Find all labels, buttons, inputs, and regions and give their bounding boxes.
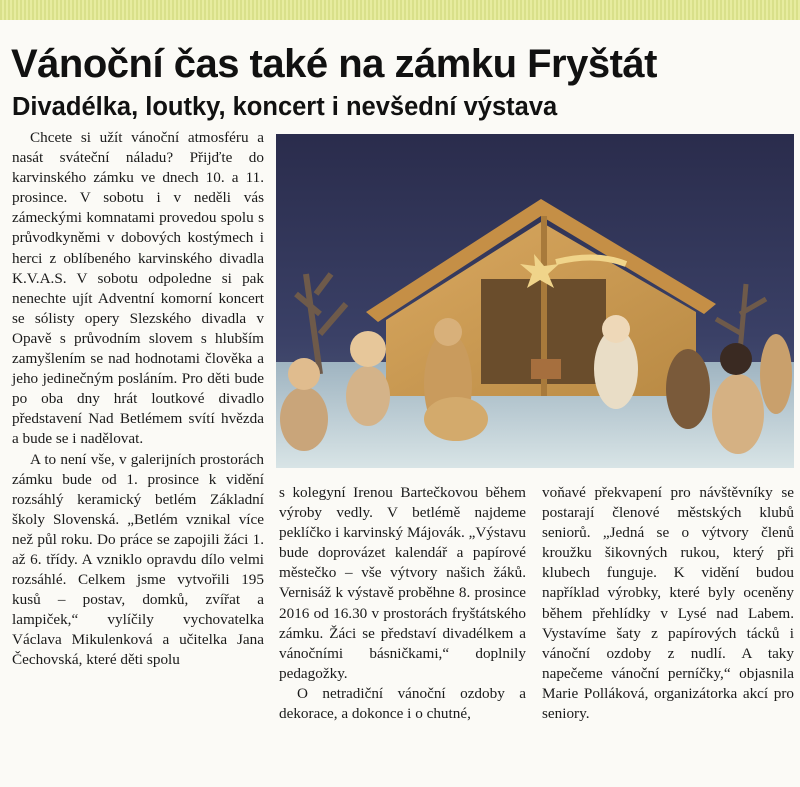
- article-column-3: [542, 483, 794, 724]
- article-subheadline: Divadélka, loutky, koncert i nevšední výstava: [12, 93, 558, 121]
- top-decorative-bar: [0, 0, 800, 20]
- article-headline: Vánoční čas také na zámku Fryštát: [11, 42, 657, 86]
- article-column-1: [12, 128, 264, 671]
- paragraph: voňavé překvapení pro návštěvníky se postarají členové městských klubů seniorů. „Jedná se o výtvory členů kroužku šikovných rukou, který při klubech funguje. K vidění budou například výrobky, které byly oceněny během přehlídky v Lysé nad Labem. Vystavíme šaty z papírových tácků i vánoční ozdoby z nudlí. A taky napečeme vánoční perníčky,“ objasnila Marie Polláková, organizátorka akcí pro seniory.: [542, 484, 794, 723]
- paragraph: Chcete si užít vánoční atmosféru a nasát sváteční náladu? Přijďte do karvinského zámku ve dnech 10. a 11. prosince. V sobotu i v neděli vás zámeckými komnatami provedou spolu s průvodkyněmi v dobových kostýmech i herci z oblíbeného karvinského divadla K.V.A.S. V sobotu odpoledne si pak nenechte ujít Adventní komorní koncert se sólisty opery Slezského divadla v Opavě s průvodním slovem s hlubším zamyšlením se nad hodnotami člověka a jeho jedinečným posláním. Pro děti bude po oba dny hrát loutkové divadlo představení Nad Betlémem svítí hvězda a bude se i nadělovat.: [12, 129, 264, 448]
- paragraph: A to není vše, v galerijních prostorách zámku bude od 1. prosince k vidění rozsáhlý keramický betlém Základní školy Slovenská. „Betlém vznikal více než půl roku. Do práce se zapojili žáci 1. až 6. třídy. A vzniklo opravdu dílo velmi rozsáhlé. Celkem jsme vytvořili 195 kusů – postav, domků, zvířat a lampiček,“ vylíčily vychovatelka Václava Mikulenková a učitelka Jana Čechovská, které děti spolu: [12, 450, 264, 669]
- paragraph: O netradiční vánoční ozdoby a dekorace, a dokonce i o chutné,: [279, 684, 526, 723]
- paragraph: s kolegyní Irenou Bartečkovou během výroby vedly. V betlémě najdeme peklíčko i karvinský Májovák. „Výstavu bude doprovázet kalendář a papírové městečko – vše výtvory našich žáků. Vernisáž k výstavě proběhne 8. prosince 2016 od 16.30 v prostorách fryštátského zámku. Žáci se představí divadélkem a vánočními básničkami,“ doplnily pedagožky.: [279, 484, 526, 682]
- article-column-2: [279, 483, 526, 724]
- nativity-scene-photo: [276, 134, 794, 468]
